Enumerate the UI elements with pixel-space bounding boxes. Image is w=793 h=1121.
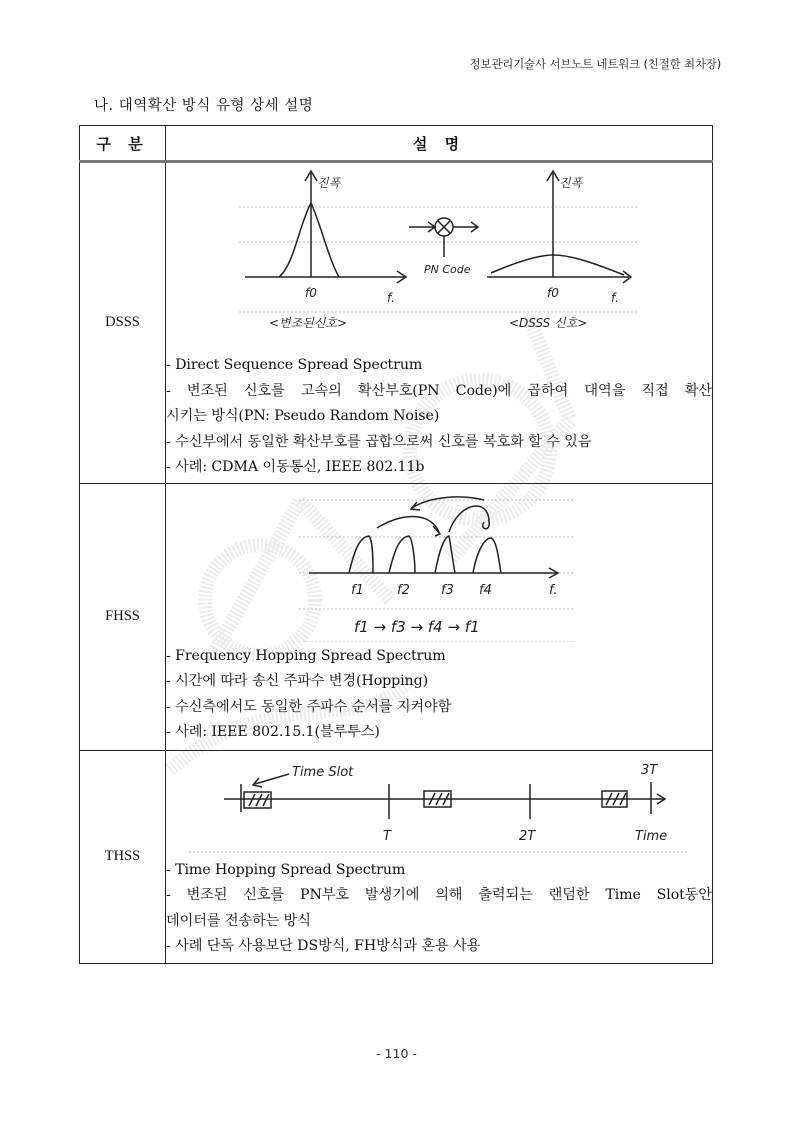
dsss-right-caption: <DSSS 신호> <box>509 316 588 330</box>
thss-line-2: - 변조된 신호를 PN부호 발생기에 의해 출력되는 랜덤한 Time Slot동안 <box>166 887 712 903</box>
dsss-line-2: - 변조된 신호를 고속의 확산부호(PN Code)에 곱하여 대역을 직접 확산 <box>166 382 712 399</box>
fhss-line-3: - 수신측에서도 동일한 주파수 순서를 지켜야함 <box>166 698 452 715</box>
dsss-right-f: f. <box>611 291 619 305</box>
table-row-dsss <box>80 162 713 484</box>
dsss-left-axis-label: 진폭 <box>317 176 341 190</box>
section-title: 나. 대역확산 방식 유형 상세 설명 <box>94 98 314 114</box>
dsss-description <box>166 353 712 481</box>
thss-description <box>166 858 712 960</box>
thss-line-3: 데이터를 전송하는 방식 <box>166 912 311 929</box>
dsss-line-3: 시키는 방식(PN: Pseudo Random Noise) <box>166 408 440 424</box>
fhss-description <box>166 644 712 746</box>
table-header-row <box>80 126 713 162</box>
dsss-line-1: - Direct Sequence Spread Spectrum <box>166 357 423 373</box>
dsss-right-axis-label: 진폭 <box>559 176 583 190</box>
fhss-axis-label: f. <box>549 582 558 598</box>
row-desc-fhss <box>166 483 713 750</box>
header-description: 설 명 <box>166 126 713 162</box>
dsss-line-4: - 수신부에서 동일한 확산부호를 곱합으로써 신호를 복호화 할 수 있음 <box>166 433 592 450</box>
dsss-diagram <box>239 165 639 345</box>
fhss-line-4: - 사례: IEEE 802.15.1(블루투스) <box>166 724 380 740</box>
fhss-line-2: - 시간에 따라 송신 주파수 변경(Hopping) <box>166 673 429 689</box>
row-label-thss: THSS <box>80 750 166 963</box>
fhss-f2-label: f2 <box>397 582 410 598</box>
thss-2t-label: 2T <box>519 828 536 844</box>
fhss-f1-label: f1 <box>351 582 364 598</box>
thss-diagram <box>189 754 689 854</box>
spread-spectrum-table <box>79 125 713 964</box>
table-row-thss <box>80 750 713 963</box>
thss-line-1: - Time Hopping Spread Spectrum <box>166 861 406 878</box>
thss-time-axis-label: Time <box>635 828 668 844</box>
header-category: 구 분 <box>80 126 166 162</box>
dsss-left-caption: <변조된신호> <box>269 316 348 330</box>
page-number: - 110 - <box>376 1046 417 1061</box>
thss-time-slot-label: Time Slot <box>292 764 354 780</box>
table-row-fhss <box>80 483 713 750</box>
thss-3t-label: 3T <box>641 762 658 778</box>
row-label-fhss: FHSS <box>80 483 166 750</box>
row-label-dsss: DSSS <box>80 162 166 484</box>
thss-line-4: - 사례 단독 사용보단 DS방식, FH방식과 혼용 사용 <box>166 938 481 954</box>
fhss-hop-sequence: f1 → f3 → f4 → f1 <box>354 617 480 636</box>
thss-t-label: T <box>383 828 391 844</box>
dsss-right-f0: f0 <box>547 286 559 300</box>
fhss-f3-label: f3 <box>441 582 454 598</box>
fhss-diagram <box>299 492 579 642</box>
dsss-pn-code-label: PN Code <box>424 263 471 276</box>
fhss-f4-label: f4 <box>479 582 492 598</box>
dsss-left-f: f. <box>387 291 395 305</box>
dsss-line-5: - 사례: CDMA 이동통신, IEEE 802.11b <box>166 459 425 475</box>
fhss-line-1: - Frequency Hopping Spread Spectrum <box>166 647 446 664</box>
running-header: 정보관리기술사 서브노트 네트워크 (친절한 최차장) <box>469 57 721 71</box>
row-desc-thss <box>166 750 713 963</box>
dsss-left-f0: f0 <box>305 286 317 300</box>
row-desc-dsss <box>166 162 713 484</box>
